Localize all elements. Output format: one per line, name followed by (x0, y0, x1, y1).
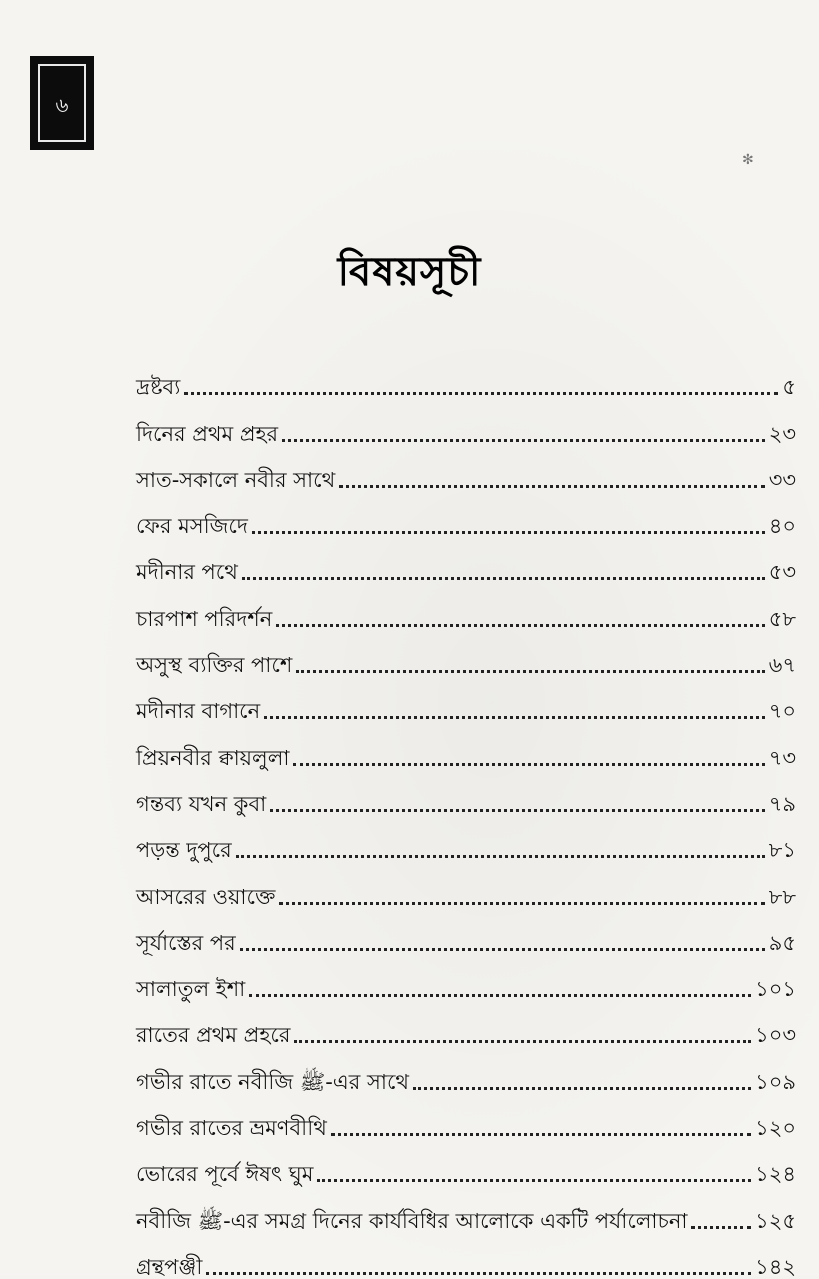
toc-entry-title: ভোরের পূর্বে ঈষৎ ঘুম (136, 1162, 314, 1187)
toc-entry (136, 769, 796, 815)
dot-leader (236, 855, 765, 858)
toc-entry-title: গভীর রাতের ভ্রমণবীথি (136, 1116, 327, 1141)
dot-leader (270, 809, 764, 812)
toc-entry-title: ফের মসজিদে (136, 514, 248, 539)
dot-leader (331, 1133, 751, 1136)
toc-entry (136, 1046, 796, 1092)
dot-leader (691, 1226, 751, 1229)
dot-leader (240, 948, 765, 951)
toc-entry (136, 1000, 796, 1046)
toc-entry-page: ৭০ (768, 699, 796, 724)
toc-entry-page: ৮৮ (768, 884, 796, 909)
toc-entry-page: ৭৯ (768, 791, 796, 816)
toc-entry-page: ১২৫ (755, 1208, 796, 1233)
toc-entry (136, 676, 796, 722)
toc-entry (136, 722, 796, 768)
dot-leader (276, 624, 765, 627)
toc-entry-title: দ্রষ্টব্য (136, 375, 181, 400)
dot-leader (242, 577, 765, 580)
dot-leader (252, 531, 765, 534)
toc-entry (136, 954, 796, 1000)
toc-entry (136, 398, 796, 444)
table-of-contents (136, 352, 796, 1278)
toc-entry-title: দিনের প্রথম প্রহর (136, 421, 279, 446)
toc-entry-page: ১২০ (755, 1116, 796, 1141)
toc-entry-title: সাত-সকালে নবীর সাথে (136, 467, 336, 492)
toc-entry-page: ৫৩ (768, 560, 796, 585)
toc-entry-title: অসুস্থ ব্যক্তির পাশে (136, 653, 293, 678)
toc-entry (136, 908, 796, 954)
toc-entry-title: রাতের প্রথম প্রহরে (136, 1023, 291, 1048)
toc-entry-title: গভীর রাতে নবীজি ﷺ-এর সাথে (136, 1069, 410, 1094)
toc-entry-title: মদীনার বাগানে (136, 699, 261, 724)
toc-entry-title: সূর্যাস্তের পর (136, 930, 236, 955)
toc-entry-page: ৩৩ (768, 467, 796, 492)
toc-entry-title: আসরের ওয়াক্তে (136, 884, 276, 909)
toc-entry-page: ১০৩ (755, 1023, 796, 1048)
page-number: ৬ (55, 93, 69, 117)
dot-leader (339, 485, 765, 488)
toc-entry (136, 1185, 796, 1231)
toc-entry (136, 630, 796, 676)
dot-leader (282, 439, 765, 442)
toc-entry (136, 1139, 796, 1185)
toc-entry-page: ৫৮ (768, 606, 796, 631)
dot-leader (293, 763, 764, 766)
dot-leader (317, 1179, 751, 1182)
toc-entry-title: মদীনার পথে (136, 560, 238, 585)
toc-entry-title: গন্তব্য যখন কুবা (136, 791, 267, 816)
toc-entry-page: ৪০ (768, 514, 796, 539)
dot-leader (279, 902, 764, 905)
toc-entry (136, 491, 796, 537)
dot-leader (264, 716, 765, 719)
toc-entry (136, 1093, 796, 1139)
toc-entry (136, 583, 796, 629)
toc-entry-title: পড়ন্ত দুপুরে (136, 838, 232, 863)
toc-entry-title: প্রিয়নবীর ক্বায়লুলা (136, 745, 290, 770)
dot-leader (249, 994, 751, 997)
toc-entry-page: ৫ (782, 375, 796, 400)
dot-leader (294, 1040, 751, 1043)
ink-smudge: ✻ (742, 152, 754, 168)
toc-entry-page: ১৪২ (755, 1254, 796, 1279)
toc-entry-page: ১০১ (755, 977, 796, 1002)
toc-entry-title: নবীজি ﷺ-এর সমগ্র দিনের কার্যবিধির আলোকে একটি পর্যালোচনা (136, 1208, 688, 1233)
toc-entry-page: ৬৭ (768, 653, 796, 678)
toc-entry (136, 861, 796, 907)
toc-entry-page: ১০৯ (755, 1069, 796, 1094)
toc-entry-title: চারপাশ পরিদর্শন (136, 606, 273, 631)
toc-entry (136, 815, 796, 861)
toc-entry-title: গ্রন্থপঞ্জী (136, 1254, 203, 1279)
toc-entry (136, 537, 796, 583)
dot-leader (413, 1087, 751, 1090)
toc-entry-title: সালাতুল ইশা (136, 977, 246, 1002)
toc-entry (136, 352, 796, 398)
toc-entry (136, 1232, 796, 1278)
dot-leader (184, 392, 778, 395)
toc-entry-page: ৯৫ (768, 930, 796, 955)
page-number-box (30, 56, 94, 150)
dot-leader (296, 670, 764, 673)
toc-entry (136, 445, 796, 491)
page-title: বিষয়সূচী (337, 249, 482, 295)
toc-entry-page: ৭৩ (768, 745, 796, 770)
toc-entry-page: ১২৪ (755, 1162, 796, 1187)
toc-entry-page: ২৩ (768, 421, 796, 446)
toc-entry-page: ৮১ (768, 838, 796, 863)
dot-leader (206, 1272, 751, 1275)
